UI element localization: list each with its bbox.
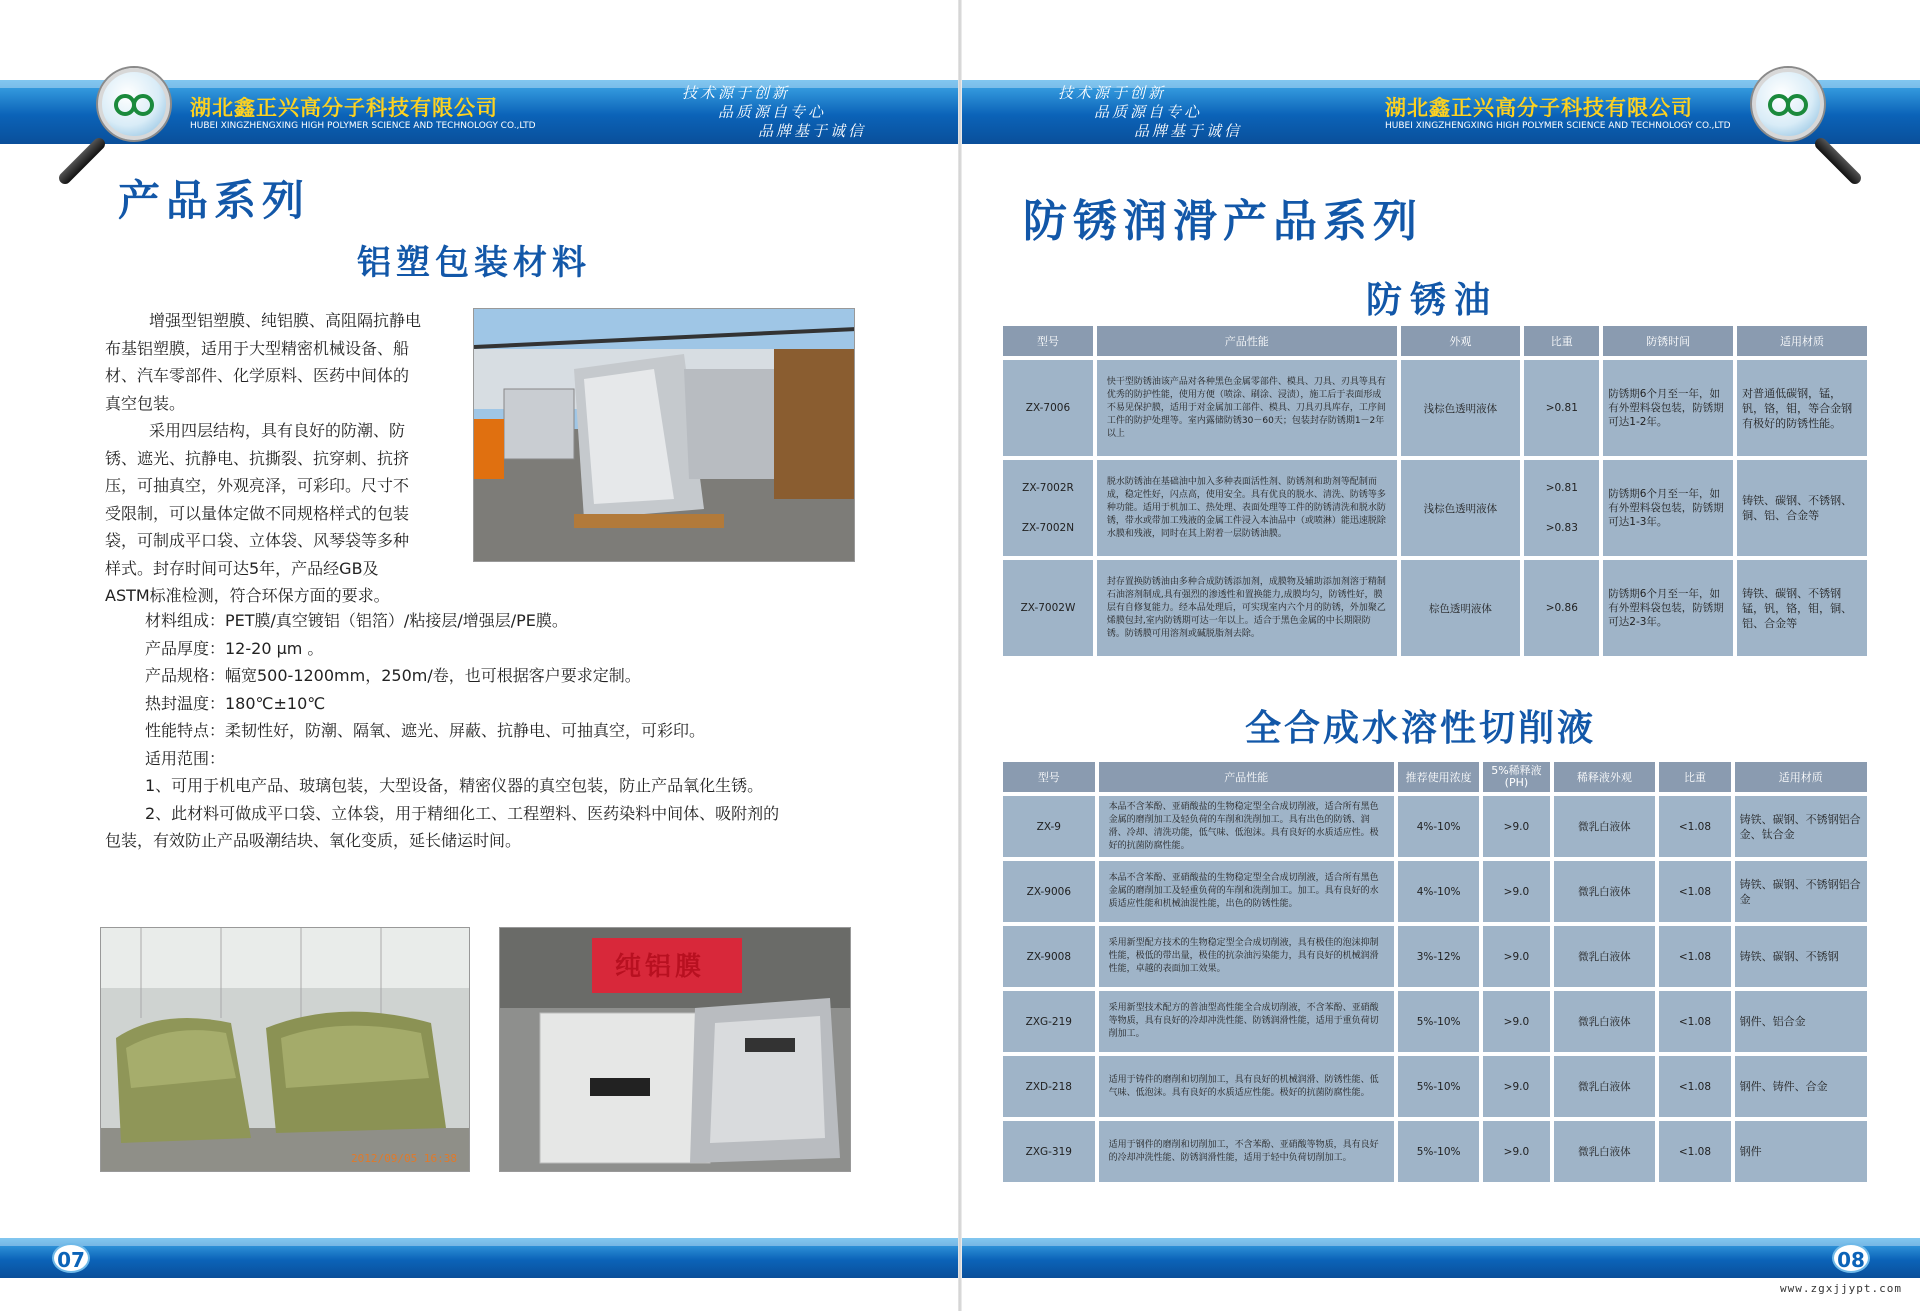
spec-features: 性能特点：柔韧性好，防潮、隔氧、遮光、屏蔽、抗静电、可抽真空，可彩印。 [145,721,706,740]
section-title-aluminum: 铝塑包装材料 [357,243,591,283]
col-header: 适用材质 [1737,326,1867,356]
col-header: 型号 [1003,762,1095,792]
gravity-cell: <1.08 [1659,926,1730,987]
material-cell: 钢件 [1735,1121,1867,1182]
text-line: 采用四层结构，具有良好的防潮、防 [149,421,406,440]
material-cell: 钢件、铸件、合金 [1735,1056,1867,1117]
table-row [1003,991,1867,1052]
gravity-value: >0.81 [1545,482,1578,494]
col-header: 外观 [1401,326,1521,356]
slogan-2-left: 品质源自专心 [718,103,827,121]
magnifier-logo-icon [98,68,170,140]
text-line: 真空包装。 [105,393,186,413]
material-cell: 钢件、铝合金 [1735,991,1867,1052]
material-cell: 对普通低碳钢，锰，钒，铬，钼，等合金钢有极好的防锈性能。 [1737,360,1867,456]
appearance-cell: 棕色透明液体 [1401,560,1521,656]
text-line: 样式。封存时间可达5年，产品经GB及 [105,558,379,578]
col-header: 比重 [1524,326,1599,356]
photo-wrapped-machinery [473,308,855,562]
dilution-appearance-cell: 微乳白液体 [1554,926,1656,987]
page-title-left: 产品系列 [118,176,311,225]
spec-material: 材料组成：PET膜/真空镀铝（铝箔）/粘接层/增强层/PE膜。 [145,611,568,630]
concentration-cell: 5%-10% [1398,1056,1479,1117]
text-line: 布基铝塑膜，适用于大型精密机械设备、船 [105,338,410,358]
table-row [1003,1056,1867,1117]
material-cell: 铸铁、碳钢、不锈钢 [1735,926,1867,987]
spec-seal-temp: 热封温度：180℃±10℃ [145,693,326,713]
col-header: 稀释液外观 [1554,762,1656,792]
gravity-value: >0.83 [1545,522,1578,534]
model-value: ZX-7002R [1022,482,1074,494]
text-line: 增强型铝塑膜、纯铝膜、高阻隔抗静电 [149,311,422,330]
col-header: 5%稀释液 (PH) [1483,762,1549,792]
gravity-cell: <1.08 [1659,1056,1730,1117]
usage-item-2: 2、此材料可做成平口袋、立体袋，用于精细化工、工程塑料、医药染料中间体、吸附剂的 [145,803,780,823]
ph-cell: >9.0 [1483,796,1549,857]
concentration-cell: 5%-10% [1398,1121,1479,1182]
photo-timestamp: 2012/09/05 16:38 [351,1152,457,1165]
dilution-appearance-cell: 微乳白液体 [1554,1056,1656,1117]
spec-usage-label: 适用范围： [145,748,226,768]
col-header: 型号 [1003,326,1093,356]
text-line: 袋，可制成平口袋、立体袋、风琴袋等多种 [105,531,410,550]
slogan-3-right: 品牌基于诚信 [1134,122,1243,140]
table-row [1003,926,1867,987]
concentration-cell: 4%-10% [1398,861,1479,922]
company-name-en-left: HUBEI XINGZHENGXING HIGH POLYMER SCIENCE AND TECHNOLOGY CO.,LTD [190,121,536,131]
usage-item-2-cont: 包装，有效防止产品吸潮结块、氧化变质，延长储运时间。 [105,831,522,850]
ph-cell: >9.0 [1483,926,1549,987]
material-cell: 铸铁、碳钢、不锈钢锰，钒，铬，钼，铜、铝、合金等 [1737,560,1867,656]
text-line: 锈、遮光、抗静电、抗撕裂、抗穿刺、抗挤 [105,448,410,468]
material-cell: 铸铁、碳钢、不锈钢铝合金、钛合金 [1735,796,1867,857]
col-header: 防锈时间 [1603,326,1733,356]
intro-paragraph-1 [105,307,475,610]
col-header: 产品性能 [1097,326,1397,356]
text-line: 受限制，可以量体定做不同规格样式的包装 [105,503,410,523]
table-header-row [1003,762,1867,792]
spec-list [145,607,905,772]
ph-cell: >9.0 [1483,861,1549,922]
gravity-cell: >0.81 [1524,360,1599,456]
ph-cell: >9.0 [1483,1121,1549,1182]
col-header: 适用材质 [1735,762,1867,792]
model-cell: ZXG-319 [1003,1121,1095,1182]
performance-cell: 适用于钢件的磨削和切削加工，不含苯酚、亚硝酸等物质，具有良好的冷却冲洗性能、防锈润滑性能，适用于轻中负荷切削加工。 [1099,1121,1394,1182]
usage-list [105,772,895,855]
table-row [1003,861,1867,922]
performance-cell: 封存置换防锈油由多种合成防锈添加剂，成膜物及辅助添加剂溶于精制石油溶剂制成,具有强烈的渗透性和置换能力,成膜均匀，防锈性好，膜层有自修复能力。经本品处理后，可实现室内六个月的防锈，外加聚乙烯膜包封,室内防锈期可达一年以上。适合于黑色金属的中长期限防锈。防锈膜可用溶剂或碱脱脂剂去除。 [1097,560,1397,656]
performance-cell: 适用于铸件的磨削和切削加工，具有良好的机械润滑、防锈性能、低气味、低泡沫。具有良好的水质适应性能。极好的抗菌防腐性能。 [1099,1056,1394,1117]
company-name-left: 湖北鑫正兴高分子科技有限公司 [190,96,498,120]
page-number-right: 08 [1832,1243,1870,1273]
page-title-right: 防锈润滑产品系列 [1023,196,1423,247]
photo-green-wrapped-machines [100,927,470,1172]
model-cell: ZX-7006 [1003,360,1093,456]
gravity-cell [1524,460,1599,556]
watermark-url: www.zgxjjypt.com [1780,1282,1902,1295]
performance-cell: 快干型防锈油该产品对各种黑色金属零部件、模具、刀具、刃具等具有优秀的防护性能，使用方便（喷涂、刷涂、浸渍），施工后于表面形成不易见保护膜，适用于对金属加工部件、模具、刀具刃具库存，工序间工件的防护处理等。室内露储防锈30－60天；包装封存防锈期1－2年以上 [1097,360,1397,456]
text-line: ASTM标准检测，符合环保方面的要求。 [105,586,390,605]
rust-life-cell: 防锈期6个月至一年，如有外塑料袋包装，防锈期可达1-2年。 [1603,360,1733,456]
dilution-appearance-cell: 微乳白液体 [1554,1121,1656,1182]
page-spine [958,0,962,1311]
dilution-appearance-cell: 微乳白液体 [1554,861,1656,922]
photo-aluminum-bags [499,927,851,1172]
performance-cell: 本品不含苯酚、亚硝酸盐的生物稳定型全合成切削液，适合所有黑色金属的磨削加工及轻重负荷的车削和洗削加工。加工。具有良好的水质适应性能和机械油混性能，出色的防锈性能。 [1099,861,1394,922]
photo-sign-text: 纯铝膜 [615,952,706,982]
appearance-cell: 浅棕色透明液体 [1401,360,1521,456]
gravity-cell: <1.08 [1659,1121,1730,1182]
material-cell: 铸铁、碳钢、不锈钢、铜、铝、合金等 [1737,460,1867,556]
concentration-cell: 3%-12% [1398,926,1479,987]
model-value: ZX-7002N [1021,522,1075,534]
appearance-cell: 浅棕色透明液体 [1401,460,1521,556]
rust-life-cell: 防锈期6个月至一年，如有外塑料袋包装，防锈期可达2-3年。 [1603,560,1733,656]
dilution-appearance-cell: 微乳白液体 [1554,991,1656,1052]
model-cell: ZX-7002W [1003,560,1093,656]
performance-cell: 本品不含苯酚、亚硝酸盐的生物稳定型全合成切削液，适合所有黑色金属的磨削加工及轻负荷的车削和洗削加工。具有出色的防锈、润滑、冷却、清洗功能，低气味、低泡沫。具有良好的水质适应性。极好的抗菌防腐性能。 [1099,796,1394,857]
text-line: 压，可抽真空，外观亮泽，可彩印。尺寸不 [105,476,410,495]
model-cell: ZX-9006 [1003,861,1095,922]
table-row [1003,560,1867,656]
text-line: 材、汽车零部件、化学原料、医药中间体的 [105,366,410,385]
dilution-appearance-cell: 微乳白液体 [1554,796,1656,857]
performance-cell: 脱水防锈油在基础油中加入多种表面活性剂、防锈剂和助剂等配制而成，稳定性好，闪点高，使用安全。具有优良的脱水、清洗、防锈等多种功能。适用于机加工、热处理、表面处理等工件的防锈清洗和脱水防锈，带水或带加工残液的金属工件浸入本油品中（或喷淋）能迅速脱除水膜和残液，同时在其上附着一层防锈油膜。 [1097,460,1397,556]
rust-life-cell: 防锈期6个月至一年，如有外塑料袋包装，防锈期可达1-3年。 [1603,460,1733,556]
concentration-cell: 5%-10% [1398,991,1479,1052]
ph-cell: >9.0 [1483,1056,1549,1117]
model-cell: ZXD-218 [1003,1056,1095,1117]
slogan-2-right: 品质源自专心 [1094,103,1203,121]
gravity-cell: >0.86 [1524,560,1599,656]
table-row [1003,460,1867,556]
table-header-row [1003,326,1867,356]
col-header: 比重 [1659,762,1730,792]
company-name-right: 湖北鑫正兴高分子科技有限公司 [1385,96,1693,120]
usage-item-1: 1、可用于机电产品、玻璃包装，大型设备，精密仪器的真空包装，防止产品氧化生锈。 [145,776,764,795]
spec-thickness: 产品厚度：12-20 μm 。 [145,638,324,658]
model-cell: ZXG-219 [1003,991,1095,1052]
table-row [1003,1121,1867,1182]
antirust-oil-table [999,322,1871,660]
company-name-en-right: HUBEI XINGZHENGXING HIGH POLYMER SCIENCE AND TECHNOLOGY CO.,LTD [1385,121,1731,131]
gravity-cell: <1.08 [1659,861,1730,922]
spec-size: 产品规格：幅宽500-1200mm，250m/卷，也可根据客户要求定制。 [145,666,641,685]
concentration-cell: 4%-10% [1398,796,1479,857]
slogan-1-left: 技术源于创新 [682,84,791,102]
slogan-1-right: 技术源于创新 [1058,84,1167,102]
section-title-antirust-oil: 防锈油 [1366,280,1499,321]
cutting-fluid-table [999,758,1871,1186]
col-header: 推荐使用浓度 [1398,762,1479,792]
section-title-cutting-fluid: 全合成水溶性切削液 [1245,708,1597,749]
magnifier-logo-icon-right [1752,68,1824,140]
col-header: 产品性能 [1099,762,1394,792]
ph-cell: >9.0 [1483,991,1549,1052]
gravity-cell: <1.08 [1659,991,1730,1052]
performance-cell: 采用新型技术配方的普油型高性能全合成切削液，不含苯酚、亚硝酸等物质，具有良好的冷却冲洗性能、防锈润滑性能，适用于重负荷切削加工。 [1099,991,1394,1052]
model-cell [1003,460,1093,556]
page-number-left: 07 [52,1243,90,1273]
table-row [1003,360,1867,456]
table-row [1003,796,1867,857]
slogan-3-left: 品牌基于诚信 [758,122,867,140]
model-cell: ZX-9 [1003,796,1095,857]
material-cell: 铸铁、碳钢、不锈钢铝合金 [1735,861,1867,922]
gravity-cell: <1.08 [1659,796,1730,857]
performance-cell: 采用新型配方技术的生物稳定型全合成切削液，具有极佳的泡沫抑制性能，极低的带出量，极佳的抗杂油污染能力，具有良好的机械润滑性能，卓越的表面加工效果。 [1099,926,1394,987]
model-cell: ZX-9008 [1003,926,1095,987]
